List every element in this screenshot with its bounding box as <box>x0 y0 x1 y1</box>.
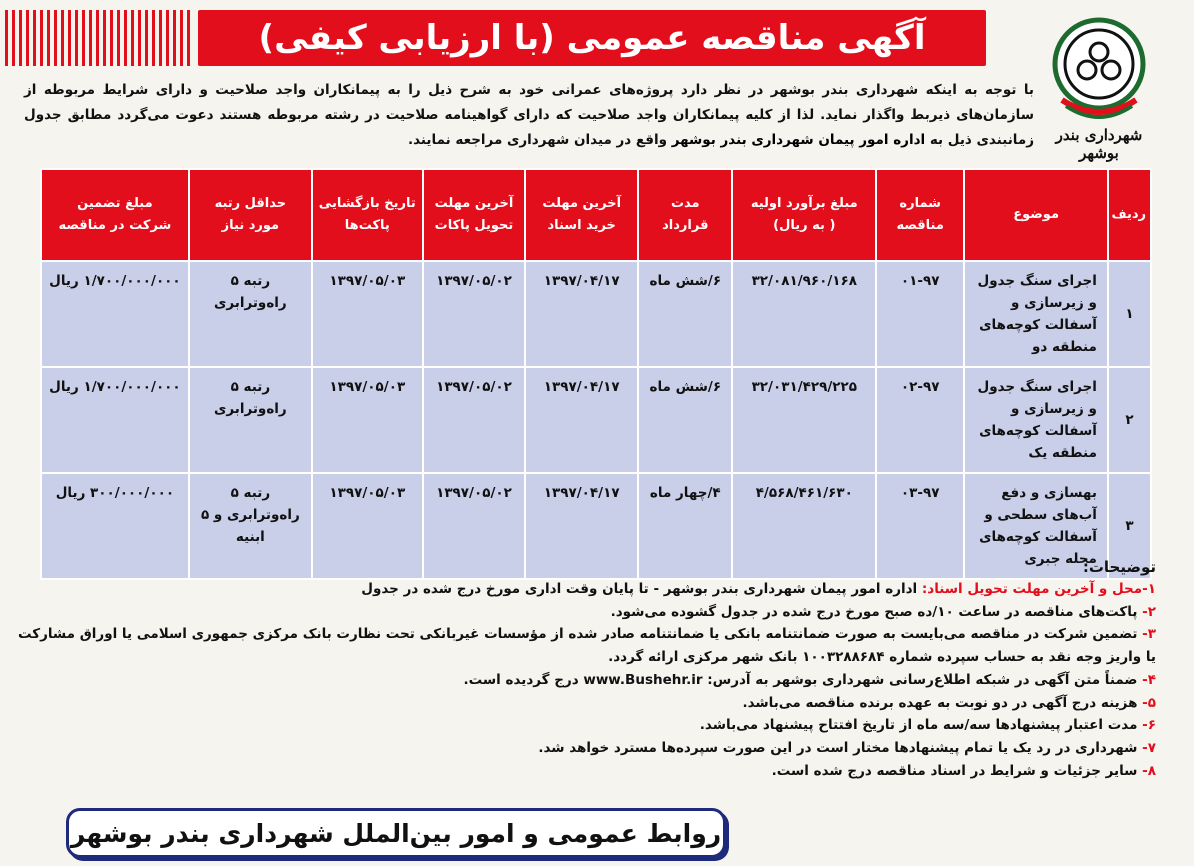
table-header-row <box>41 169 1151 261</box>
intro-paragraph <box>24 78 1034 153</box>
col-header-row: ردیف <box>1108 169 1151 261</box>
cell-duration: ۶/شش ماه <box>638 261 732 367</box>
footer-public-relations: روابط عمومی و امور بین‌الملل شهرداری بندر بوشهر <box>66 808 726 858</box>
cell-subject: بهسازی و دفع آب‌های سطحی و آسفالت کوچه‌های محله جبری <box>964 473 1108 579</box>
cell-doc-deadline: ۱۳۹۷/۰۴/۱۷ <box>525 473 638 579</box>
cell-tender-no: ۰۳-۹۷ <box>876 473 964 579</box>
cell-estimate: ۳۲/۰۸۱/۹۶۰/۱۶۸ <box>732 261 876 367</box>
col-header-opening: تاریخ بازگشایی پاکت‌ها <box>312 169 423 261</box>
cell-tender-no: ۰۱-۹۷ <box>876 261 964 367</box>
note-item <box>16 760 1156 783</box>
intro-text-2: واقع در میدان شهرداری مراجعه نمایند. <box>408 132 672 148</box>
note-text: سایر جزئیات و شرایط در اسناد مناقصه درج شده است. <box>771 762 1143 779</box>
note-item <box>16 692 1156 715</box>
note-number: ۱- <box>1142 581 1156 597</box>
cell-opening: ۱۳۹۷/۰۵/۰۳ <box>312 473 423 579</box>
cell-duration: ۴/چهار ماه <box>638 473 732 579</box>
municipality-logo <box>1044 12 1154 124</box>
cell-grade: رتبه ۵ راه‌وترابری <box>189 367 312 473</box>
col-header-subject: موضوع <box>964 169 1108 261</box>
cell-submit-deadline: ۱۳۹۷/۰۵/۰۲ <box>423 473 526 579</box>
col-header-guarantee: مبلغ تضمین شرکت در مناقصه <box>41 169 189 261</box>
note-text: شهرداری در رد یک یا تمام پیشنهادها مختار است در این صورت سپرده‌ها مسترد خواهد شد. <box>538 739 1143 756</box>
cell-subject: اجرای سنگ جدول و زیرسازی و آسفالت کوچه‌های منطقه یک <box>964 367 1108 473</box>
note-item <box>16 737 1156 760</box>
org-name: شهرداری بندر بوشهر <box>1055 126 1143 162</box>
intro-text-1: با توجه به اینکه شهرداری بندر بوشهر در نظر دارد پروژه‌های عمرانی خود به شرح ذیل را به پیمانکاران واجد صلاحیت و دارای شرایط مربوطه از سازمان‌های ذیربط واگذار نماید. لذا از کلیه پیمانکاران واجد صلاحیت که دارای گواهینامه صلاحیت در رشته مربوطه هستند دعوت می‌گردد مطابق جدول زمانبندی ذیل به <box>24 82 1034 148</box>
cell-guarantee: ۱/۷۰۰/۰۰۰/۰۰۰ ریال <box>41 367 189 473</box>
note-text: اداره امور پیمان شهرداری بندر بوشهر - تا پایان وقت اداری مورخ درج شده در جدول <box>361 581 922 597</box>
cell-subject: اجرای سنگ جدول و زیرسازی و آسفالت کوچه‌های منطقه دو <box>964 261 1108 367</box>
note-number: ۶- <box>1142 717 1156 734</box>
note-item <box>16 578 1156 601</box>
cell-estimate: ۳۲/۰۳۱/۴۲۹/۲۲۵ <box>732 367 876 473</box>
col-header-doc-deadline: آخرین مهلت خرید اسناد <box>525 169 638 261</box>
note-text: هزینه درج آگهی در دو نوبت به عهده برنده مناقصه می‌باشد. <box>742 694 1143 711</box>
note-item <box>16 623 1156 668</box>
note-text: پاکت‌های مناقصه در ساعت ۱۰/ده صبح مورخ درج شده در جدول گشوده می‌شود. <box>610 603 1143 620</box>
cell-tender-no: ۰۲-۹۷ <box>876 367 964 473</box>
table-row <box>41 367 1151 473</box>
notes-list <box>16 578 1156 782</box>
note-number: ۴- <box>1142 671 1156 688</box>
col-header-tender-no: شماره مناقصه <box>876 169 964 261</box>
col-header-submit-deadline: آخرین مهلت تحویل پاکات <box>423 169 526 261</box>
cell-opening: ۱۳۹۷/۰۵/۰۳ <box>312 261 423 367</box>
note-number: ۳- <box>1142 626 1156 643</box>
note-item <box>16 669 1156 692</box>
col-header-duration: مدت قرارداد <box>638 169 732 261</box>
note-number: ۲- <box>1142 603 1156 620</box>
table-row <box>41 261 1151 367</box>
page-title: آگهی مناقصه عمومی (با ارزیابی کیفی) <box>198 10 986 66</box>
cell-submit-deadline: ۱۳۹۷/۰۵/۰۲ <box>423 367 526 473</box>
note-number: ۸- <box>1142 762 1156 779</box>
cell-guarantee: ۳۰۰/۰۰۰/۰۰۰ ریال <box>41 473 189 579</box>
cell-row: ۲ <box>1108 367 1151 473</box>
cell-estimate: ۴/۵۶۸/۴۶۱/۶۳۰ <box>732 473 876 579</box>
cell-row: ۳ <box>1108 473 1151 579</box>
intro-bold-office: اداره امور پیمان شهرداری بندر بوشهر <box>671 132 926 148</box>
cell-opening: ۱۳۹۷/۰۵/۰۳ <box>312 367 423 473</box>
cell-grade: رتبه ۵ راه‌وترابری <box>189 261 312 367</box>
cell-guarantee: ۱/۷۰۰/۰۰۰/۰۰۰ ریال <box>41 261 189 367</box>
note-number: ۵- <box>1142 694 1156 711</box>
tenders-table <box>40 168 1152 580</box>
note-item <box>16 601 1156 624</box>
table-row <box>41 473 1151 579</box>
note-highlight: محل و آخرین مهلت تحویل اسناد: <box>921 581 1143 597</box>
cell-grade: رتبه ۵ راه‌وترابری و ۵ ابنیه <box>189 473 312 579</box>
col-header-grade: حداقل رتبه مورد نیاز <box>189 169 312 261</box>
note-item <box>16 714 1156 737</box>
cell-submit-deadline: ۱۳۹۷/۰۵/۰۲ <box>423 261 526 367</box>
note-text: ضمناً متن آگهی در شبکه اطلاع‌رسانی شهرداری بوشهر به آدرس: www.Bushehr.ir درج گردیده است. <box>463 671 1143 688</box>
note-text: مدت اعتبار پیشنهادها سه/سه ماه از تاریخ افتتاح پیشنهاد می‌باشد. <box>699 717 1143 734</box>
cell-row: ۱ <box>1108 261 1151 367</box>
decorative-stripes <box>5 10 191 66</box>
note-text: تضمین شرکت در مناقصه می‌بایست به صورت ضمانتنامه بانکی یا ضمانتنامه صادر شده از مؤسسات غیربانکی تحت نظارت بانک مرکزی جمهوری اسلامی یا اوراق مشارکت یا واریز وجه نقد به حساب سپرده شماره ۱۰۰۳۲۸۸۶۸۴ بانک شهر مرکزی ارائه گردد. <box>17 626 1156 666</box>
col-header-estimate: مبلغ برآورد اولیه ( به ریال) <box>732 169 876 261</box>
cell-doc-deadline: ۱۳۹۷/۰۴/۱۷ <box>525 261 638 367</box>
note-number: ۷- <box>1142 739 1156 756</box>
notes-title: توضیحات: <box>1082 558 1156 576</box>
cell-duration: ۶/شش ماه <box>638 367 732 473</box>
cell-doc-deadline: ۱۳۹۷/۰۴/۱۷ <box>525 367 638 473</box>
